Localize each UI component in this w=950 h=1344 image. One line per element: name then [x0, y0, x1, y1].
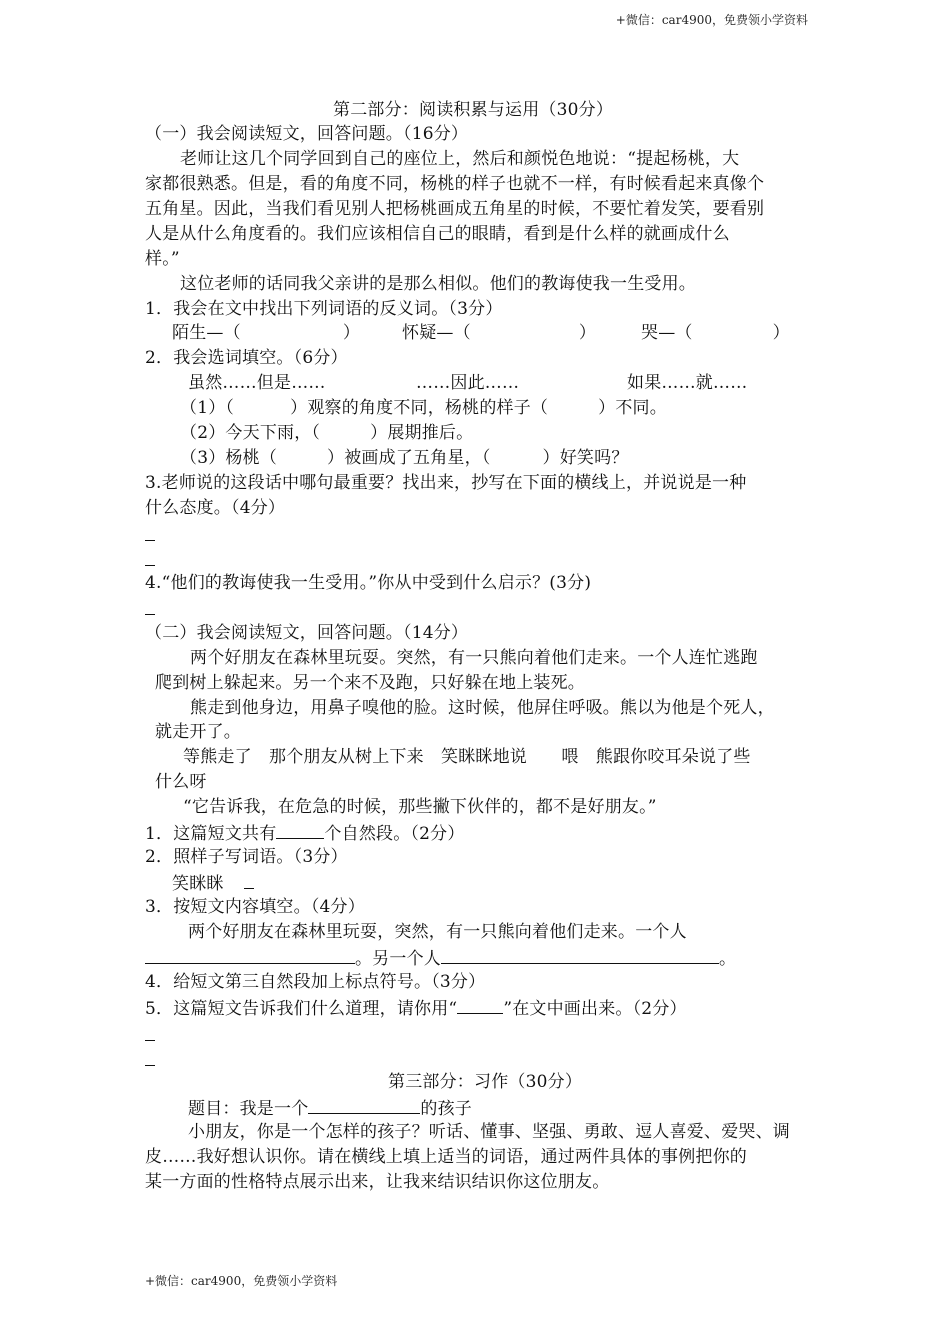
- answer-blank[interactable]: [441, 946, 719, 964]
- answer-blank[interactable]: [244, 871, 254, 889]
- fill-text: 。另一个人: [355, 949, 441, 969]
- part3-prompt-line: 小朋友，你是一个怎样的孩子？听话、懂事、坚强、勇敢、逗人喜爱、爱哭、调: [188, 1122, 790, 1142]
- section1-passage-line: 人是从什么角度看的。我们应该相信自己的眼睛，看到是什么样的就画成什么: [145, 224, 730, 244]
- s2-q2-text: 2．照样子写词语。（3分）: [145, 847, 348, 867]
- section2-heading: （二）我会阅读短文，回答问题。（14分）: [145, 623, 469, 643]
- answer-line[interactable]: [145, 1065, 155, 1066]
- section2-passage-line: 就走开了。: [155, 722, 241, 742]
- fill-text: ）展期推后。: [370, 423, 474, 443]
- antonym-label: 怀疑—（: [402, 323, 471, 343]
- section2-passage-line: 熊走到他身边，用鼻子嗅他的脸。这时候，他屏住呼吸。熊以为他是个死人，: [190, 698, 775, 718]
- fill-text: 1．这篇短文共有: [145, 824, 277, 844]
- footer-note: +微信：car4900，免费领小学资料: [145, 1274, 338, 1288]
- fill-text: ）观察的角度不同，杨桃的样子（: [290, 398, 549, 418]
- fill-text: ）不同。: [598, 398, 667, 418]
- section1-passage-line: 样。”: [145, 249, 180, 269]
- answer-line[interactable]: [145, 540, 155, 541]
- s2-q4: 4．给短文第三自然段加上标点符号。（3分）: [145, 972, 486, 992]
- fill-text: ”在文中画出来。（2分）: [503, 999, 687, 1019]
- example-word: 笑眯眯: [172, 874, 224, 894]
- fill-text: 5．这篇短文告诉我们什么道理，请你用“: [145, 999, 458, 1019]
- fill-text: ）被画成了五角星，（: [327, 448, 491, 468]
- fill-text: （2）今天下雨，（: [180, 423, 321, 443]
- section1-passage-line: 五角星。因此，当我们看见别人把杨桃画成五角星的时候，不要忙着发笑，要看别: [145, 199, 765, 219]
- fill-text: （1）（: [180, 398, 235, 418]
- close-paren: ）: [342, 323, 361, 343]
- close-paren: ）: [772, 323, 790, 343]
- part3-prompt-line: 某一方面的性格特点展示出来，让我来结识结识你这位朋友。: [145, 1172, 610, 1192]
- s1-q1-word: [172, 322, 360, 344]
- s1-q3-line: 什么态度。（4分）: [145, 498, 286, 518]
- s2-q1: [145, 821, 465, 845]
- s2-q2-example: [172, 871, 254, 895]
- s1-q1-word: [402, 322, 596, 344]
- fill-text: （3）杨桃（: [180, 448, 278, 468]
- s1-q2-item1: [180, 397, 667, 419]
- answer-blank[interactable]: [145, 946, 355, 964]
- answer-line[interactable]: [145, 614, 155, 615]
- s2-q5: [145, 996, 687, 1020]
- section2-passage-line: 两个好朋友在森林里玩耍。突然，有一只熊向着他们走来。一个人连忙逃跑: [190, 648, 758, 668]
- fill-text: ）好笑吗？: [542, 448, 629, 468]
- antonym-label: 陌生—（: [172, 323, 241, 343]
- fill-text: 题目：我是一个: [188, 1099, 309, 1119]
- fill-text: 个自然段。（2分）: [324, 824, 465, 844]
- section2-passage-line: 爬到树上躲起来。另一个来不及跑，只好躲在地上装死。: [155, 673, 585, 693]
- s1-q2-text: 2．我会选词填空。（6分）: [145, 348, 348, 368]
- section1-passage-line: 家都很熟悉。但是，看的角度不同，杨桃的样子也就不一样，有时候看起来真像个: [145, 174, 765, 194]
- part3-title: 第三部分：习作（30分）: [388, 1072, 583, 1092]
- part2-title: 第二部分：阅读积累与运用（30分）: [333, 100, 614, 120]
- header-note: +微信：car4900，免费领小学资料: [615, 13, 808, 27]
- s2-q3-line1: 两个好朋友在森林里玩耍，突然，有一只熊向着他们走来。一个人: [188, 922, 687, 942]
- section2-passage-line: “它告诉我，在危急的时候，那些撇下伙伴的，都不是好朋友。”: [183, 797, 657, 817]
- part3-topic: [188, 1096, 472, 1120]
- answer-blank[interactable]: [276, 821, 324, 839]
- section1-passage-line: 老师让这几个同学回到自己的座位上，然后和颜悦色地说：“提起杨桃，大: [180, 149, 740, 169]
- answer-line[interactable]: [145, 565, 155, 566]
- s1-q2-item3: [180, 447, 629, 469]
- antonym-label: 哭—（: [641, 323, 693, 343]
- s1-q1-text: 1．我会在文中找出下列词语的反义词。（3分）: [145, 299, 503, 319]
- s2-q3-line2: [145, 946, 736, 970]
- s2-q3-text: 3．按短文内容填空。（4分）: [145, 897, 365, 917]
- part3-prompt-line: 皮……我好想认识你。请在横线上填上适当的词语，通过两件具体的事例把你的: [145, 1147, 747, 1167]
- section1-passage-line: 这位老师的话同我父亲讲的是那么相似。他们的教诲使我一生受用。: [180, 274, 696, 294]
- fill-text: 的孩子: [420, 1099, 473, 1119]
- answer-line[interactable]: [145, 1040, 155, 1041]
- s1-q4-text: 4.“他们的教诲使我一生受用。”你从中受到什么启示？(3分): [145, 573, 592, 593]
- close-paren: ）: [578, 323, 597, 343]
- s1-q3-line: 3.老师说的这段话中哪句最重要？找出来，抄写在下面的横线上，并说说是一种: [145, 473, 747, 493]
- section2-passage-line: 等熊走了 那个朋友从树上下来 笑眯眯地说 喂 熊跟你咬耳朵说了些: [183, 747, 751, 767]
- s1-q2-item2: [180, 422, 473, 444]
- section2-passage-line: 什么呀: [155, 772, 207, 792]
- s1-q1-word: [641, 322, 790, 344]
- underline-sample: [457, 996, 503, 1014]
- answer-blank[interactable]: [308, 1096, 420, 1114]
- fill-text: 。: [719, 949, 737, 969]
- section1-heading: （一）我会阅读短文，回答问题。（16分）: [145, 124, 469, 144]
- word-option: ……因此……: [416, 373, 520, 393]
- word-option: 如果……就……: [627, 373, 748, 393]
- word-option: 虽然……但是……: [188, 373, 326, 393]
